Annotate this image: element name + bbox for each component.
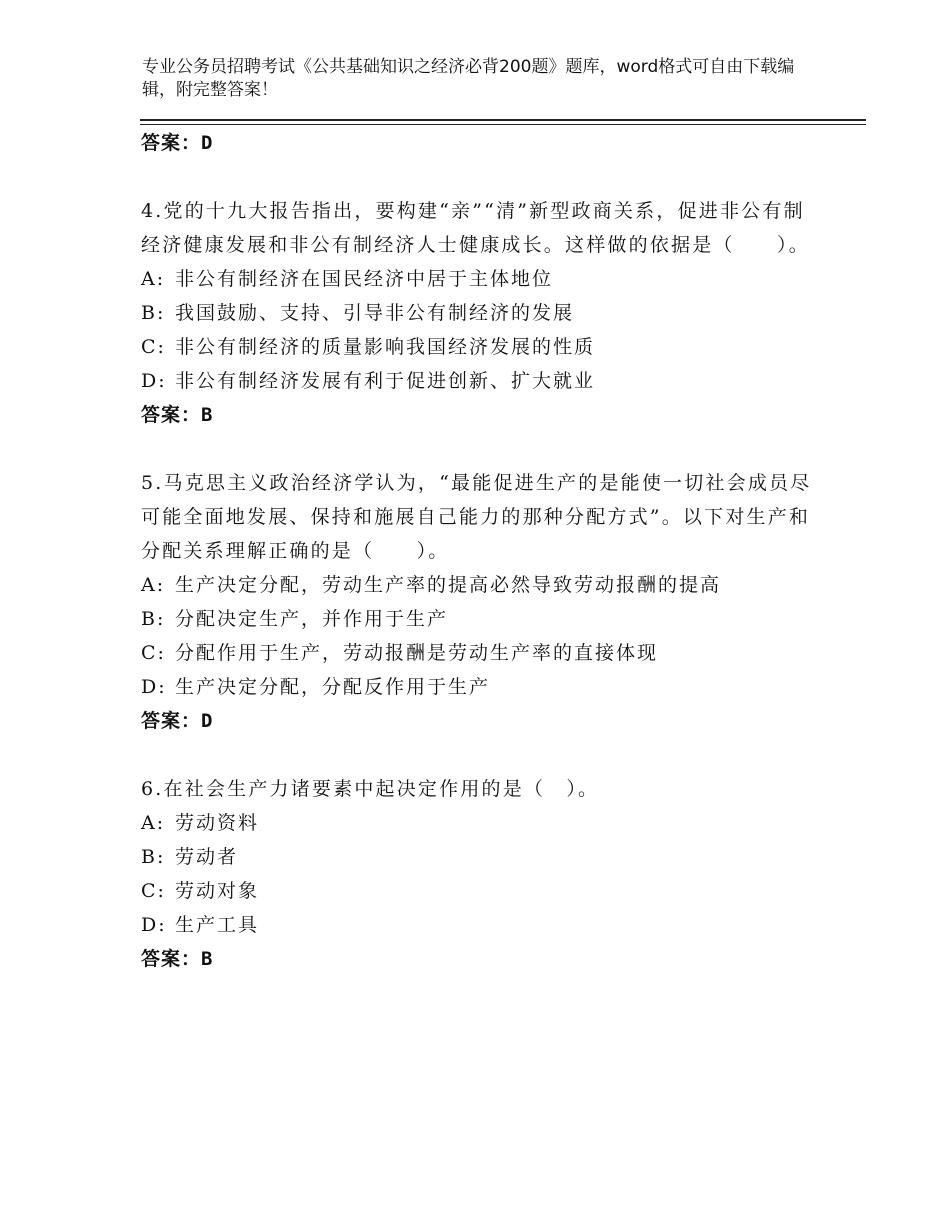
option-c (141, 330, 821, 364)
option-text: 劳动资料 (175, 812, 260, 834)
option-b (141, 602, 821, 636)
option-text: 非公有制经济的质量影响我国经济发展的性质 (175, 336, 596, 358)
option-b (141, 296, 821, 330)
option-key: A: (141, 812, 166, 834)
option-key: B: (141, 608, 166, 630)
option-d (141, 670, 821, 704)
option-a (141, 806, 821, 840)
option-text: 生产工具 (175, 914, 260, 936)
option-key: C: (141, 642, 166, 664)
option-text: 非公有制经济发展有利于促进创新、扩大就业 (175, 370, 596, 392)
answer-value: D (201, 132, 214, 154)
option-a (141, 568, 821, 602)
option-d (141, 908, 821, 942)
option-key: A: (141, 268, 166, 290)
spacer (141, 160, 821, 194)
option-text: 生产决定分配，劳动生产率的提高必然导致劳动报酬的提高 (175, 574, 722, 596)
option-c (141, 874, 821, 908)
option-key: D: (141, 370, 167, 392)
option-b (141, 840, 821, 874)
option-c (141, 636, 821, 670)
spacer (141, 738, 821, 772)
option-text: 生产决定分配，分配反作用于生产 (175, 676, 491, 698)
page-header: 专业公务员招聘考试《公共基础知识之经济必背200题》题库，word格式可自由下载编辑，附完整答案！ (142, 57, 795, 100)
question-text: 5.马克思主义政治经济学认为，“最能促进生产的是能使一切社会成员尽可能全面地发展、保持和施展自己能力的那种分配方式”。以下对生产和分配关系理解正确的是（ ）。 (141, 472, 812, 562)
answer-label: 答案： (141, 948, 202, 970)
answer-label: 答案： (141, 710, 202, 732)
header-divider (140, 119, 866, 125)
option-text: 我国鼓励、支持、引导非公有制经济的发展 (175, 302, 575, 324)
question-4 (141, 194, 821, 432)
option-key: B: (141, 302, 166, 324)
previous-answer (141, 126, 821, 160)
answer-value: D (201, 710, 214, 732)
answer-value: B (201, 948, 214, 970)
option-key: D: (141, 914, 167, 936)
answer-value: B (201, 404, 214, 426)
answer (141, 398, 821, 432)
option-text: 劳动者 (175, 846, 239, 868)
option-d (141, 364, 821, 398)
question-5 (141, 466, 821, 738)
answer (141, 704, 821, 738)
question-6 (141, 772, 821, 976)
option-key: C: (141, 336, 166, 358)
question-text: 4.党的十九大报告指出，要构建“亲”“清”新型政商关系，促进非公有制经济健康发展和非公有制经济人士健康成长。这样做的依据是（ ）。 (141, 200, 810, 256)
question-text: 6.在社会生产力诸要素中起决定作用的是（ ）。 (141, 778, 600, 800)
option-a (141, 262, 821, 296)
answer-label: 答案： (141, 404, 202, 426)
option-key: C: (141, 880, 166, 902)
option-text: 分配作用于生产，劳动报酬是劳动生产率的直接体现 (175, 642, 659, 664)
answer (141, 942, 821, 976)
option-key: D: (141, 676, 167, 698)
spacer (141, 432, 821, 466)
document-body (141, 126, 821, 976)
option-key: A: (141, 574, 166, 596)
option-text: 非公有制经济在国民经济中居于主体地位 (175, 268, 554, 290)
option-key: B: (141, 846, 166, 868)
option-text: 劳动对象 (175, 880, 260, 902)
answer-label: 答案： (141, 132, 202, 154)
option-text: 分配决定生产，并作用于生产 (175, 608, 449, 630)
